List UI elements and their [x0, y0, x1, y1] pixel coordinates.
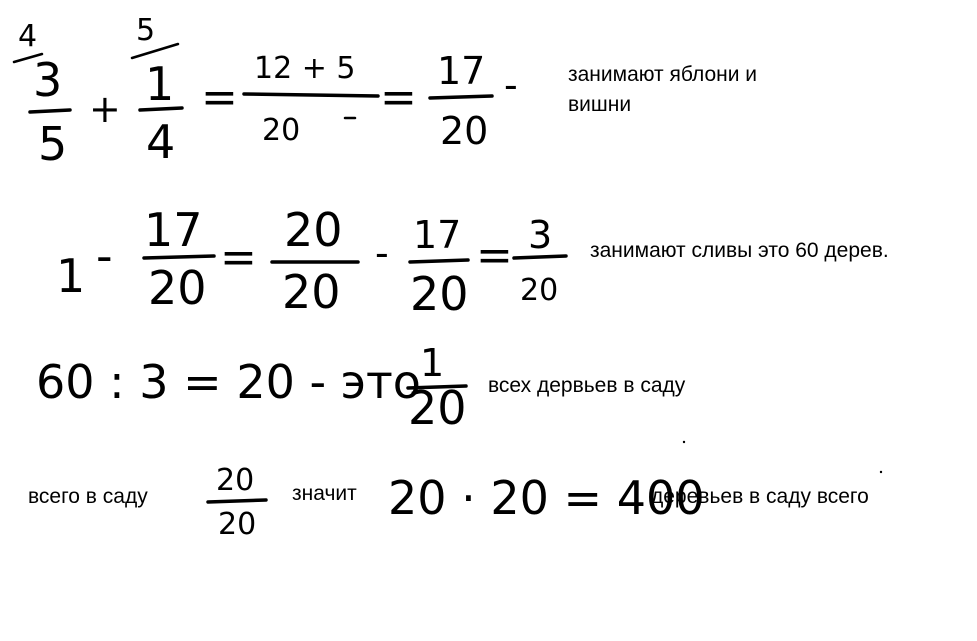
- line1-frac1-den: 5: [38, 117, 68, 171]
- line2-frac2-den: 20: [282, 265, 341, 319]
- line4-frac-num: 20: [216, 463, 255, 498]
- line1-frac4-bar: [430, 96, 492, 98]
- stray-dot-2: [880, 471, 882, 473]
- line1-frac3-num: 12 + 5: [254, 51, 356, 86]
- line3-expr: 60 : 3 = 20 - это: [36, 355, 421, 409]
- line2-minus2: -: [375, 231, 389, 275]
- line1-frac1-num: 3: [33, 53, 63, 107]
- line2-eq2: =: [476, 230, 513, 281]
- line2-frac1-bar: [144, 256, 214, 258]
- line3-frac-num: 1: [420, 341, 445, 385]
- line4-left-note: всего в саду: [28, 485, 148, 508]
- line4-right-note: деревьев в саду всего: [651, 485, 869, 508]
- line2-frac4-num: 3: [528, 213, 553, 257]
- line2-one: 1: [56, 249, 86, 303]
- line1-frac1-bar: [30, 110, 70, 112]
- line4-mid-note: значит: [292, 482, 357, 505]
- line3-note: всех дервьев в саду: [488, 374, 686, 397]
- line1-eq2: =: [380, 72, 417, 123]
- line4-frac-den: 20: [218, 507, 257, 542]
- line1-eq1: =: [201, 72, 238, 123]
- line2-frac3-num: 17: [413, 213, 462, 257]
- line2-frac2-num: 20: [284, 203, 343, 257]
- line1-frac2-num: 1: [145, 57, 175, 111]
- line1-frac4-den: 20: [440, 109, 489, 153]
- line2-frac1-num: 17: [144, 203, 203, 257]
- line2-frac1-den: 20: [148, 261, 207, 315]
- line4-expr: 20 · 20 = 400: [388, 471, 705, 525]
- line1-plus: +: [89, 87, 121, 131]
- line1-frac2-den: 4: [146, 115, 176, 169]
- stray-dot-1: [683, 441, 685, 443]
- line2-frac3-bar: [410, 260, 468, 262]
- line3-frac-den: 20: [408, 381, 467, 435]
- line1-sup-right: 5: [136, 13, 156, 48]
- line1-note: занимают яблони и вишни: [568, 63, 758, 116]
- line2-minus1: -: [96, 229, 113, 283]
- line1-frac3-bar: [244, 94, 378, 96]
- line2-frac4-bar: [514, 256, 566, 258]
- line2-eq1: =: [220, 232, 257, 283]
- line1-frac3-den: 20: [262, 113, 301, 148]
- line1-frac4-num: 17: [437, 49, 486, 93]
- line2-note: занимают сливы это 60 дерев.: [590, 239, 889, 262]
- line1-frac2-bar: [140, 108, 182, 110]
- line2-frac4-den: 20: [520, 273, 559, 308]
- line1-dash: -: [504, 63, 518, 107]
- line2-frac3-den: 20: [410, 267, 469, 321]
- line1-sup-left: 4: [18, 19, 38, 54]
- line4-frac-bar: [208, 500, 266, 502]
